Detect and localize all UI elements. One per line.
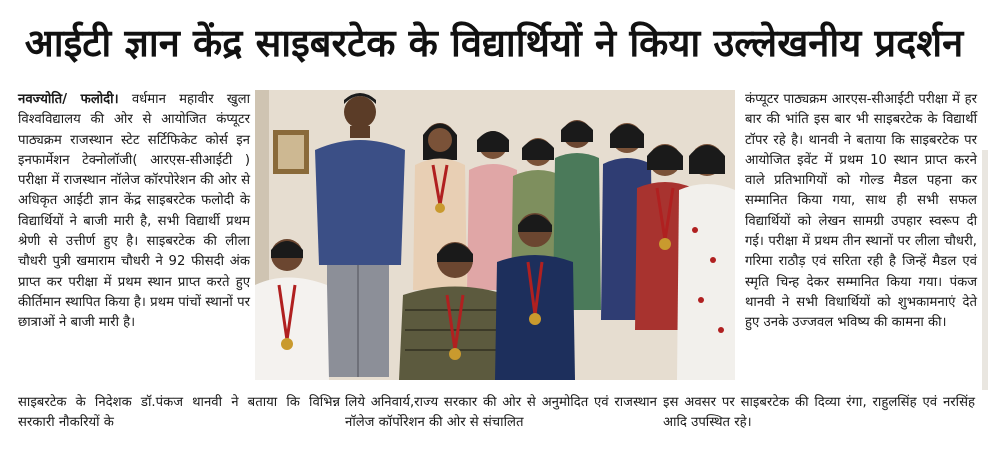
group-photo-illustration: [255, 90, 735, 380]
article-text-left-bottom: साइबरटेक के निदेशक डॉ.पंकज थानवी ने बताया कि विभिन्न सरकारी नौकरियों के: [18, 395, 340, 431]
article-text-left: वर्धमान महावीर खुला विश्वविद्यालय की ओर से आयोजित कंप्यूटर पाठ्यक्रम राजस्थान स्टेट सर्टिफिकेट कोर्स इन इनफार्मेशन टेक्नोलॉजी( आरएस-सीआईटी ) परीक्षा में राजस्थान नॉलेज कॉरपोरेशन की ओर से अधिकृत आईटी ज्ञान केंद्र साइबरटेक फलोदी के विद्यार्थियों ने बाजी मारी है, सभी विद्यार्थी प्रथम श्रेणी से उत्तीर्ण हुए है। साइबरटेक की लीला चौधरी पुत्री खमाराम चौधरी ने 92 फीसदी अंक प्राप्त कर परीक्षा में प्रथम स्थान प्राप्त करते हुए कीर्तिमान स्थापित किया है। प्रथम पांचों स्थानों पर छात्राओं ने बाजी मारी है।: [18, 92, 250, 331]
group-photo: [255, 90, 735, 380]
wall-frame-picture: [278, 135, 304, 169]
headline: आईटी ज्ञान केंद्र साइबरटेक के विद्यार्थियों ने किया उल्लेखनीय प्रदर्शन: [24, 21, 964, 65]
page-edge-shadow: [982, 150, 988, 390]
article-column-left: [18, 90, 250, 334]
article-column-right: कंप्यूटर पाठ्यक्रम आरएस-सीआईटी परीक्षा में हर बार की भांति इस बार भी साइबरटेक के विद्यार्थी टॉपर रहे है। थानवी ने बताया कि साइबरटेक पर आयोजित इवेंट में प्रथम 10 स्थान प्राप्त करने वाले प्रतिभागियों को गोल्ड मैडल पहना कर सम्मानित किया गया, साथ ही सभी सफल विद्यार्थियों को लेखन सामग्री उपहार स्वरूप दी गई। परीक्षा में प्रथम तीन स्थानों पर लीला चौधरी, गरिमा राठौड़ एवं सरिता रही है जिन्हें मैडल एवं स्मृति चिन्ह देकर सम्मानित किया गया। पंकज थानवी ने सभी विधार्थियों को शुभकामनाएं देते हुए उनके उज्जवल भविष्य की कामना की।: [745, 92, 977, 331]
dateline: नवज्योति/ फलोदी।: [18, 92, 119, 107]
article-text-right-bottom: इस अवसर पर साइबरटेक की दिव्या रंगा, राहुलसिंह एवं नरसिंह आदि उपस्थित रहे।: [663, 395, 975, 431]
article-text-middle-bottom: लिये अनिवार्य,राज्य सरकार की ओर से अनुमोदित एवं राजस्थान नॉलेज कॉर्पोरेशन की ओर से संचालित: [345, 395, 657, 431]
